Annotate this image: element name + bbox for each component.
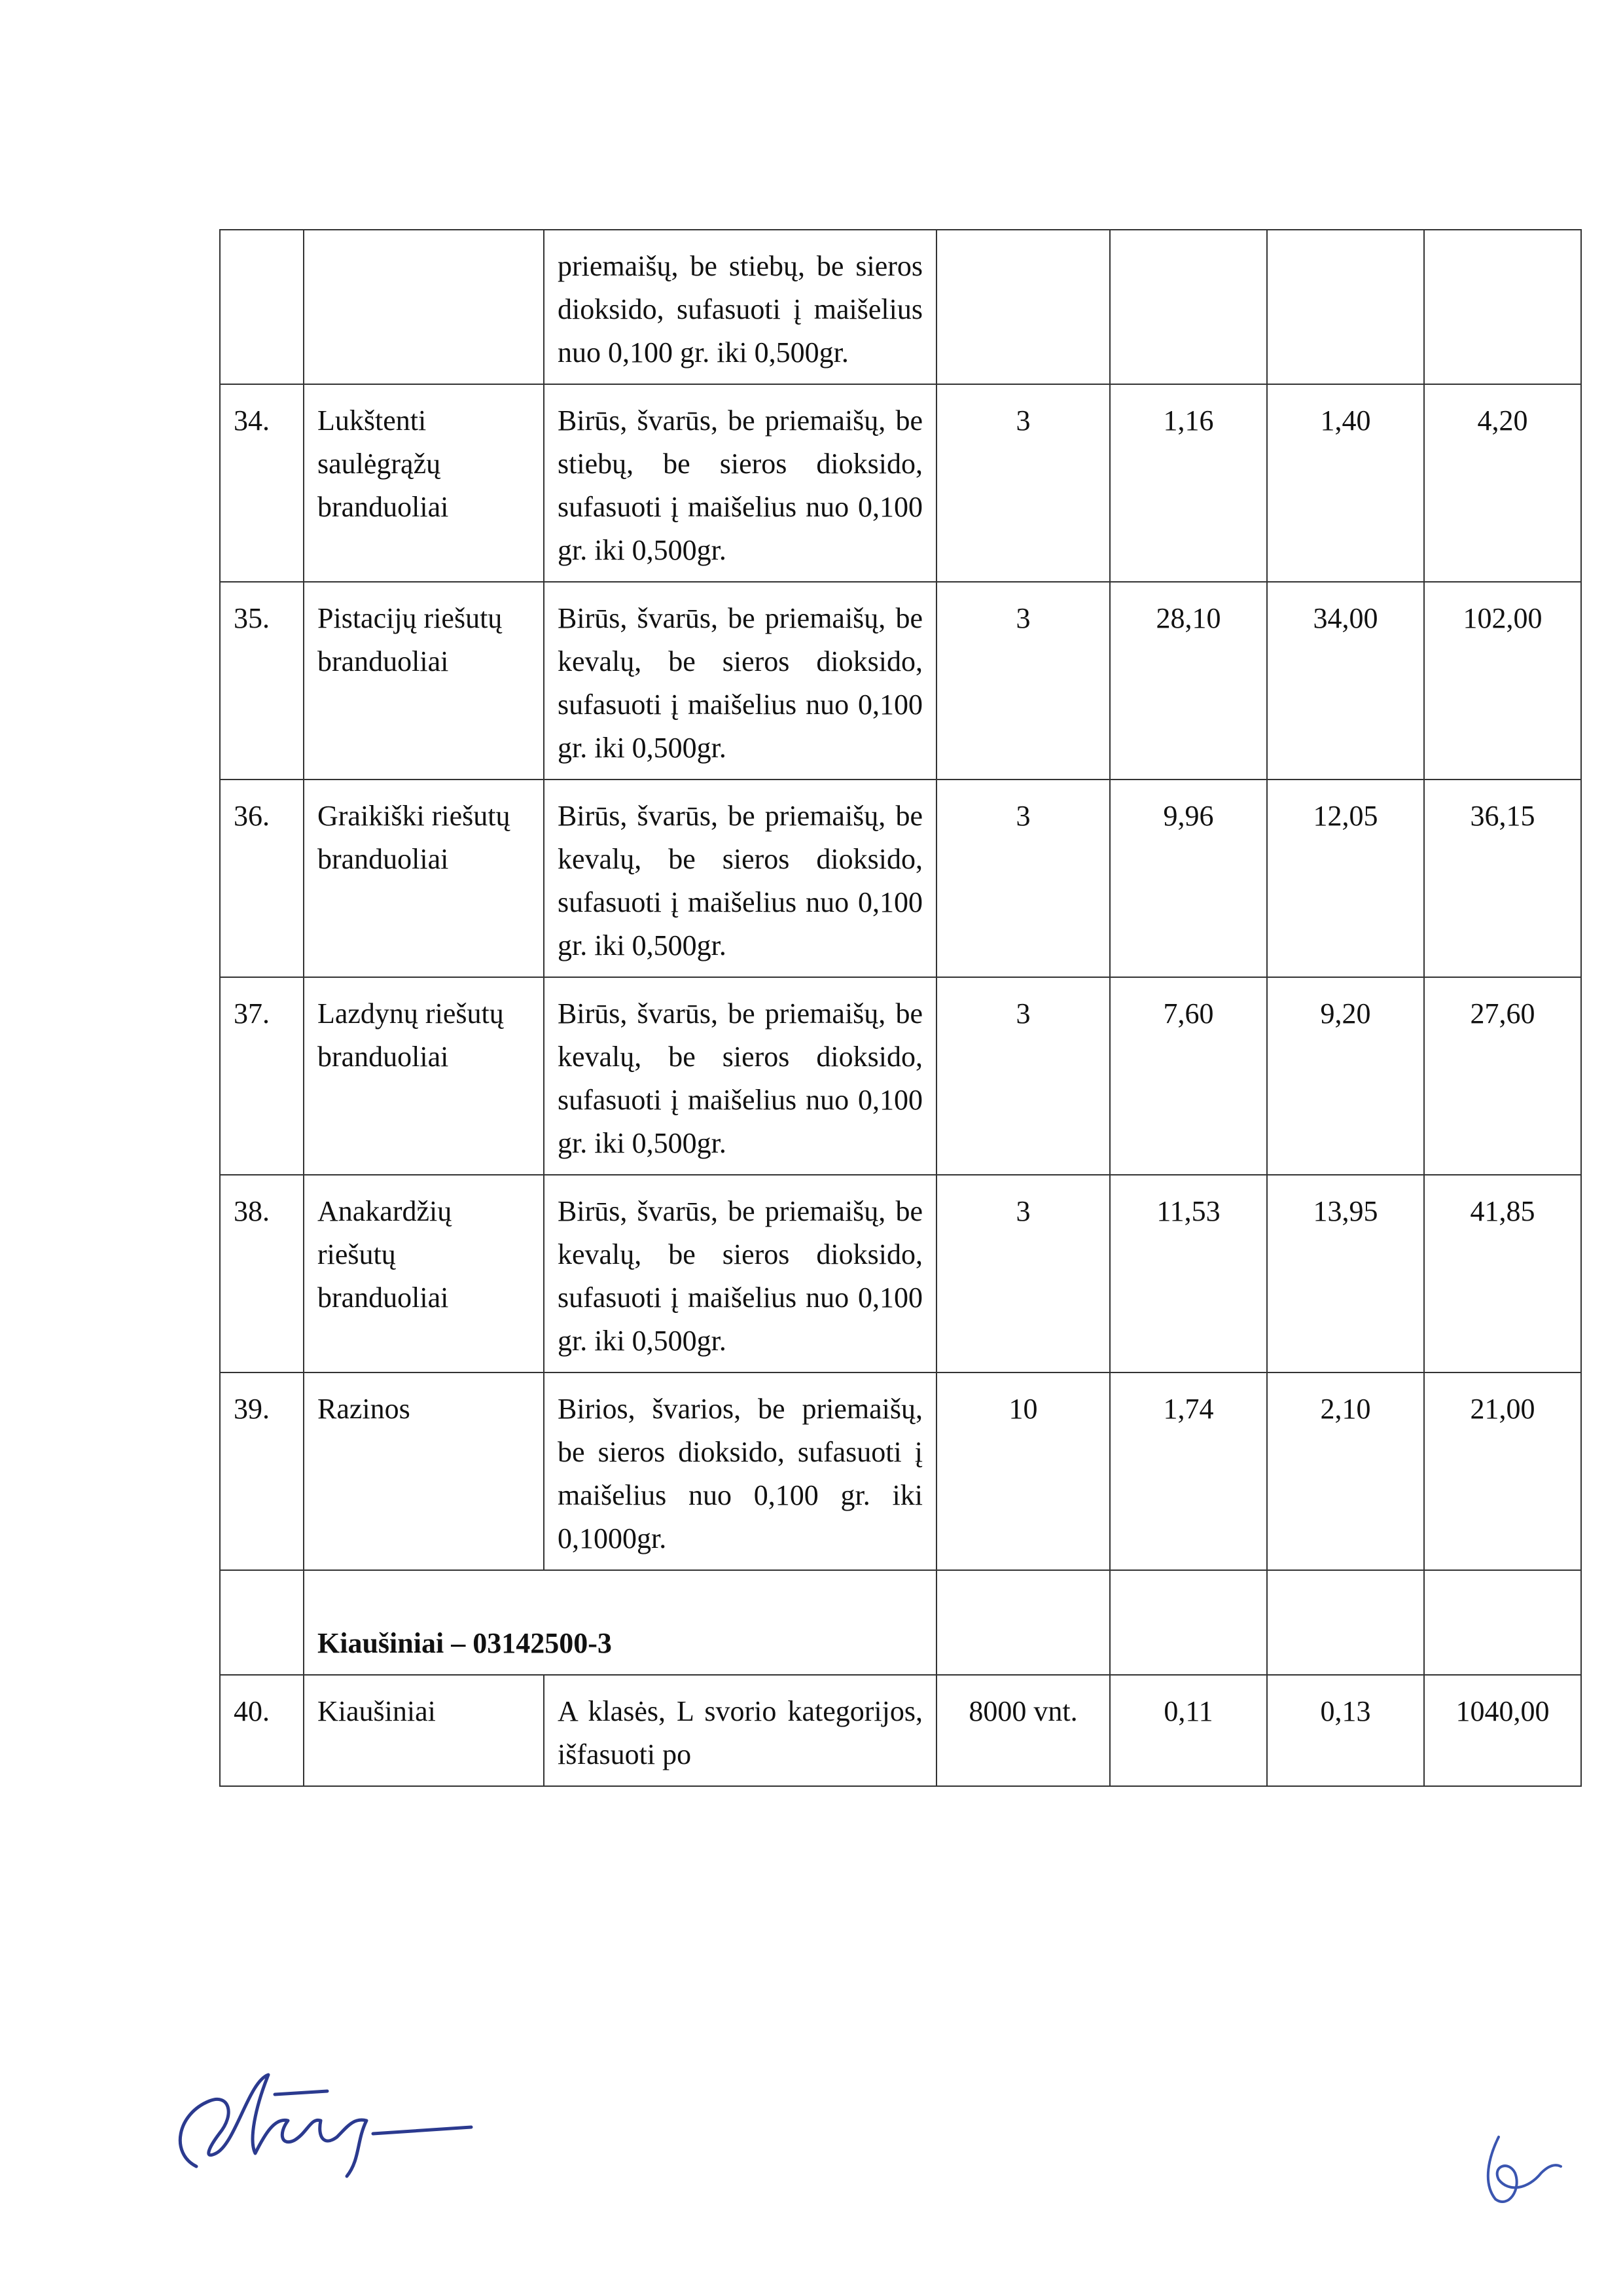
cell-total: 102,00	[1424, 582, 1581, 780]
cell-total: 21,00	[1424, 1372, 1581, 1570]
cell-unit-price-incl-vat: 13,95	[1267, 1175, 1424, 1372]
cell-unit-price-excl-vat: 11,53	[1110, 1175, 1267, 1372]
cell-unit-price-incl-vat: 0,13	[1267, 1675, 1424, 1786]
cell-name: Graikiški riešutų branduoliai	[304, 780, 544, 977]
cell-total: 27,60	[1424, 977, 1581, 1175]
cell-unit-price-incl-vat	[1267, 230, 1424, 384]
cell-name: Anakardžių riešutų branduoliai	[304, 1175, 544, 1372]
cell-quantity: 8000 vnt.	[936, 1675, 1110, 1786]
cell-unit-price-incl-vat: 12,05	[1267, 780, 1424, 977]
cell-quantity	[936, 230, 1110, 384]
cell-empty	[936, 1570, 1110, 1675]
cell-unit-price-excl-vat: 1,74	[1110, 1372, 1267, 1570]
cell-description: Birūs, švarūs, be priemaišų, be kevalų, be sieros dioksido, sufasuoti į maišelius nuo 0,100 gr. iki 0,500gr.	[544, 977, 936, 1175]
cell-unit-price-excl-vat: 0,11	[1110, 1675, 1267, 1786]
cell-quantity: 3	[936, 384, 1110, 582]
cell-description: priemaišų, be stiebų, be sieros dioksido, sufasuoti į maišelius nuo 0,100 gr. iki 0,500gr.	[544, 230, 936, 384]
cell-name	[304, 230, 544, 384]
cell-name: Lazdynų riešutų branduoliai	[304, 977, 544, 1175]
cell-description: Birūs, švarūs, be priemaišų, be kevalų, be sieros dioksido, sufasuoti į maišelius nuo 0,100 gr. iki 0,500gr.	[544, 582, 936, 780]
table-section-row	[220, 1570, 1581, 1675]
cell-unit-price-excl-vat	[1110, 230, 1267, 384]
cell-description: Birūs, švarūs, be priemaišų, be stiebų, be sieros dioksido, sufasuoti į maišelius nuo 0,100 gr. iki 0,500gr.	[544, 384, 936, 582]
cell-number: 34.	[220, 384, 304, 582]
table-row	[220, 384, 1581, 582]
cell-name: Kiaušiniai	[304, 1675, 544, 1786]
cell-number: 38.	[220, 1175, 304, 1372]
cell-empty	[1267, 1570, 1424, 1675]
cell-total	[1424, 230, 1581, 384]
cell-number	[220, 230, 304, 384]
table-row	[220, 582, 1581, 780]
cell-number: 37.	[220, 977, 304, 1175]
table-row	[220, 1372, 1581, 1570]
table-row	[220, 977, 1581, 1175]
cell-unit-price-incl-vat: 9,20	[1267, 977, 1424, 1175]
cell-description: Birios, švarios, be priemaišų, be sieros dioksido, sufasuoti į maišelius nuo 0,100 gr. iki 0,1000gr.	[544, 1372, 936, 1570]
cell-description: Birūs, švarūs, be priemaišų, be kevalų, be sieros dioksido, sufasuoti į maišelius nuo 0,100 gr. iki 0,500gr.	[544, 1175, 936, 1372]
cell-unit-price-incl-vat: 34,00	[1267, 582, 1424, 780]
cell-quantity: 3	[936, 780, 1110, 977]
table-body	[220, 230, 1581, 1786]
cell-quantity: 3	[936, 1175, 1110, 1372]
cell-total: 41,85	[1424, 1175, 1581, 1372]
cell-number: 40.	[220, 1675, 304, 1786]
section-heading: Kiaušiniai – 03142500-3	[304, 1570, 936, 1675]
cell-name: Razinos	[304, 1372, 544, 1570]
cell-quantity: 3	[936, 977, 1110, 1175]
cell-number: 39.	[220, 1372, 304, 1570]
cell-quantity: 10	[936, 1372, 1110, 1570]
cell-number: 36.	[220, 780, 304, 977]
cell-unit-price-incl-vat: 1,40	[1267, 384, 1424, 582]
cell-description: A klasės, L svorio kategorijos, išfasuoti po	[544, 1675, 936, 1786]
cell-quantity: 3	[936, 582, 1110, 780]
cell-description: Birūs, švarūs, be priemaišų, be kevalų, be sieros dioksido, sufasuoti į maišelius nuo 0,100 gr. iki 0,500gr.	[544, 780, 936, 977]
cell-total: 1040,00	[1424, 1675, 1581, 1786]
handwritten-signature-left	[157, 2055, 497, 2186]
cell-empty	[1110, 1570, 1267, 1675]
cell-total: 36,15	[1424, 780, 1581, 977]
cell-unit-price-excl-vat: 9,96	[1110, 780, 1267, 977]
cell-total: 4,20	[1424, 384, 1581, 582]
table-row	[220, 1675, 1581, 1786]
table-row-continuation	[220, 230, 1581, 384]
cell-unit-price-excl-vat: 7,60	[1110, 977, 1267, 1175]
table-row	[220, 1175, 1581, 1372]
table-row	[220, 780, 1581, 977]
cell-empty	[1424, 1570, 1581, 1675]
cell-empty	[220, 1570, 304, 1675]
cell-unit-price-excl-vat: 1,16	[1110, 384, 1267, 582]
handwritten-initials-right	[1469, 2127, 1567, 2212]
cell-unit-price-incl-vat: 2,10	[1267, 1372, 1424, 1570]
cell-name: Pistacijų riešutų branduoliai	[304, 582, 544, 780]
cell-number: 35.	[220, 582, 304, 780]
cell-unit-price-excl-vat: 28,10	[1110, 582, 1267, 780]
cell-name: Lukštenti saulėgrąžų branduoliai	[304, 384, 544, 582]
product-spec-table	[219, 229, 1582, 1787]
